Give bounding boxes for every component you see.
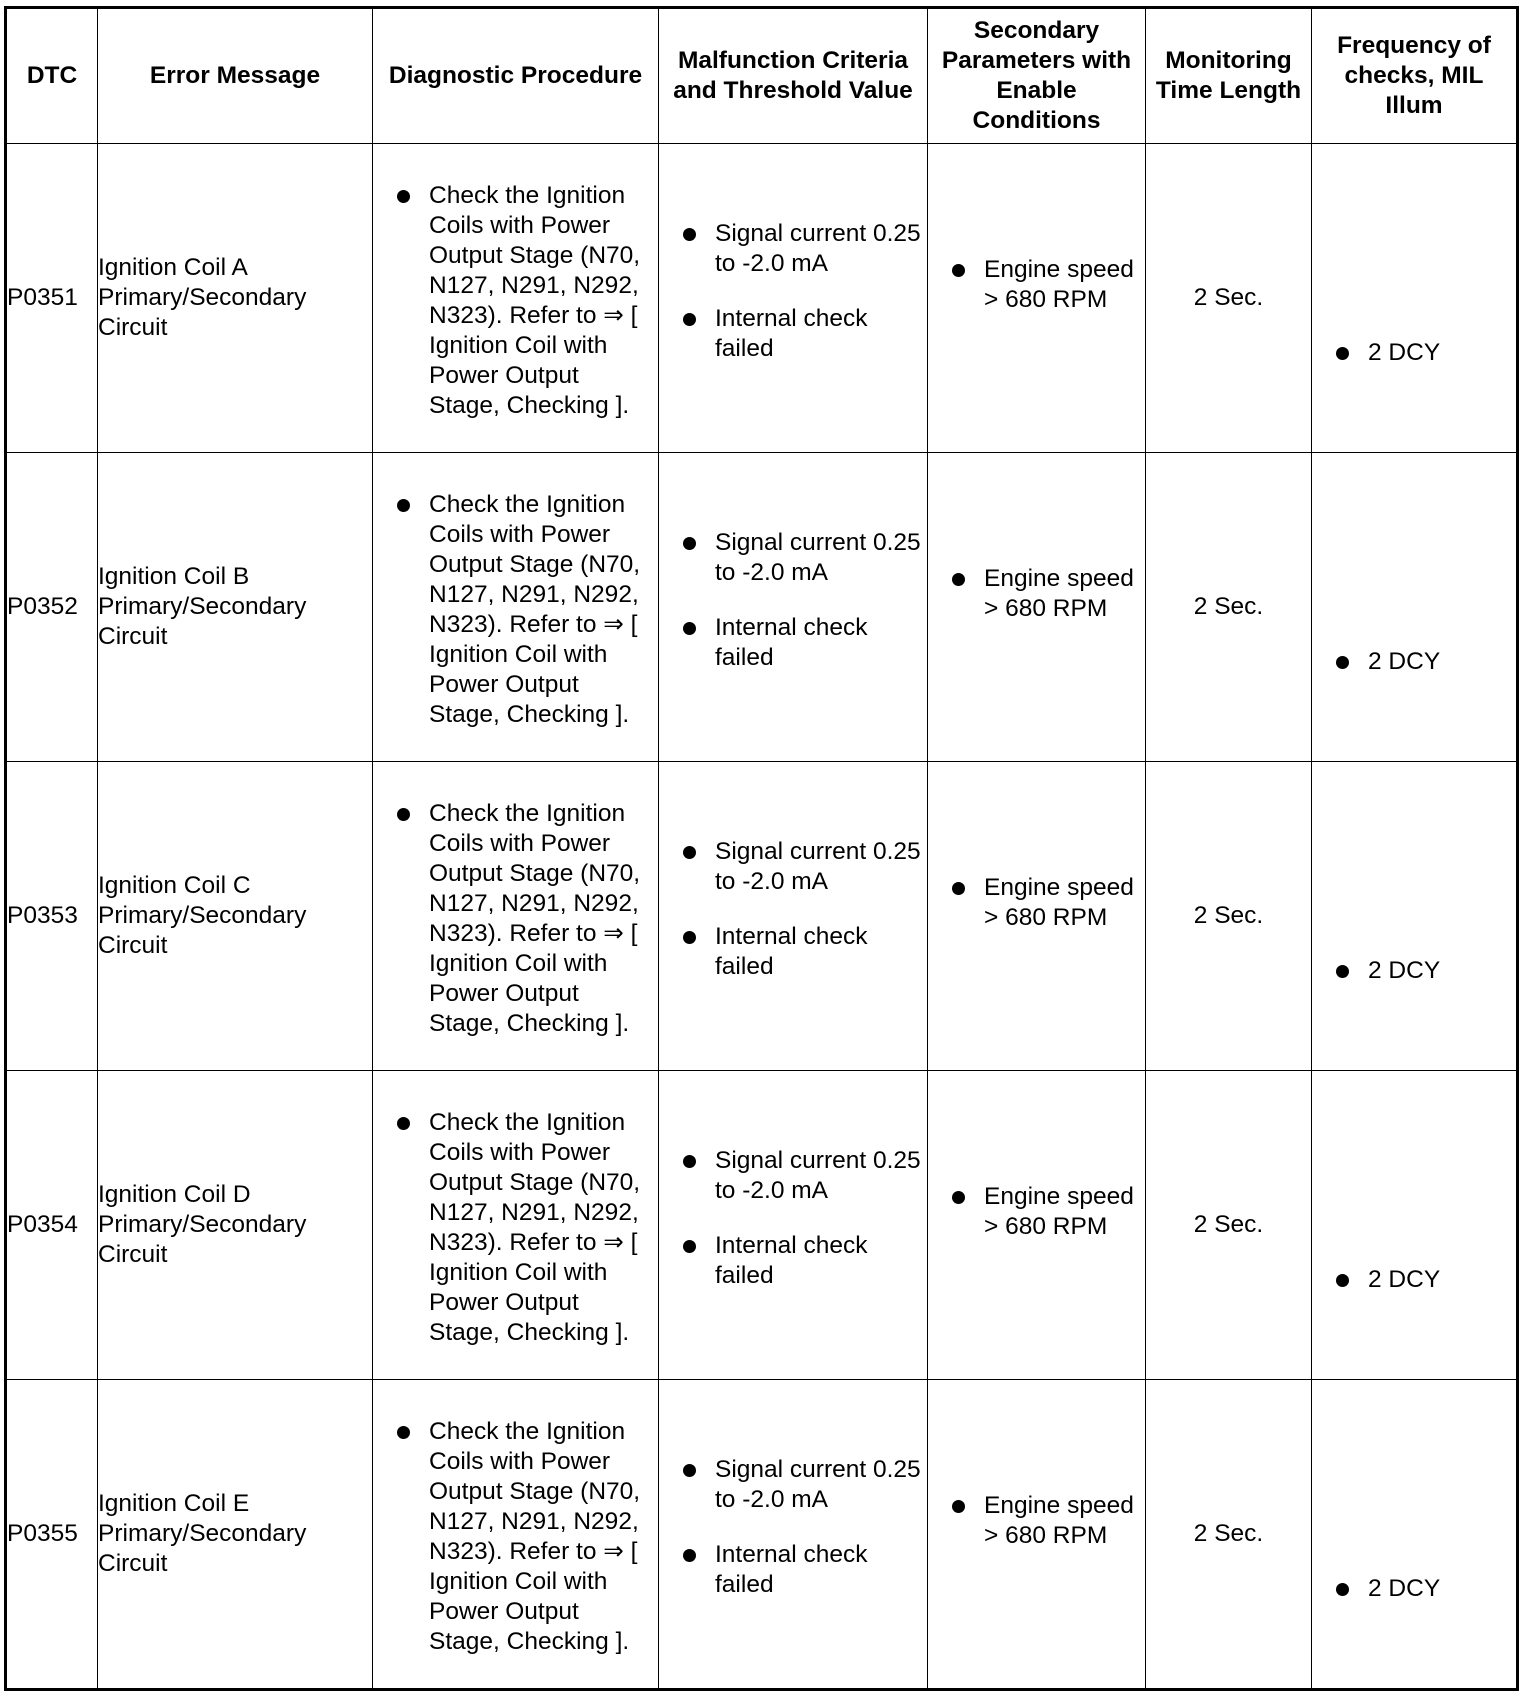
frequency-item: 2 DCY <box>1368 647 1512 677</box>
table-row <box>6 1380 1518 1690</box>
secondary-item: Engine speed > 680 RPM <box>984 255 1141 315</box>
procedure-item: Check the Ignition Coils with Power Output Stage (N70, N127, N291, N292, N323). Refer to ⇒ [ Ignition Coil with Power Output Stage, Checking ]. <box>429 1417 654 1657</box>
malfunction-criteria <box>659 453 928 762</box>
secondary-item: Engine speed > 680 RPM <box>984 1491 1141 1551</box>
malfunction-criteria <box>659 1380 928 1690</box>
secondary-item: Engine speed > 680 RPM <box>984 564 1141 624</box>
criteria-item: Internal check failed <box>715 1540 923 1600</box>
secondary-parameters <box>928 1380 1146 1690</box>
criteria-item: Signal current 0.25 to -2.0 mA <box>715 1146 923 1206</box>
header-frequency: Frequency of checks, MIL Illum <box>1312 8 1518 144</box>
procedure-item: Check the Ignition Coils with Power Output Stage (N70, N127, N291, N292, N323). Refer to ⇒ [ Ignition Coil with Power Output Stage, Checking ]. <box>429 181 654 421</box>
monitoring-time: 2 Sec. <box>1146 762 1312 1071</box>
secondary-item: Engine speed > 680 RPM <box>984 1182 1141 1242</box>
header-malfunction-criteria: Malfunction Criteria and Threshold Value <box>659 8 928 144</box>
criteria-item: Signal current 0.25 to -2.0 mA <box>715 837 923 897</box>
secondary-parameters <box>928 1071 1146 1380</box>
header-secondary-parameters: Secondary Parameters with Enable Conditions <box>928 8 1146 144</box>
diagnostic-procedure <box>373 762 659 1071</box>
frequency <box>1312 1380 1518 1690</box>
diagnostic-procedure <box>373 453 659 762</box>
procedure-item: Check the Ignition Coils with Power Output Stage (N70, N127, N291, N292, N323). Refer to ⇒ [ Ignition Coil with Power Output Stage, Checking ]. <box>429 490 654 730</box>
table-row <box>6 453 1518 762</box>
criteria-item: Internal check failed <box>715 1231 923 1291</box>
procedure-item: Check the Ignition Coils with Power Output Stage (N70, N127, N291, N292, N323). Refer to ⇒ [ Ignition Coil with Power Output Stage, Checking ]. <box>429 1108 654 1348</box>
procedure-item: Check the Ignition Coils with Power Output Stage (N70, N127, N291, N292, N323). Refer to ⇒ [ Ignition Coil with Power Output Stage, Checking ]. <box>429 799 654 1039</box>
secondary-item: Engine speed > 680 RPM <box>984 873 1141 933</box>
diagnostic-procedure <box>373 1071 659 1380</box>
header-monitoring-time: Monitoring Time Length <box>1146 8 1312 144</box>
secondary-parameters <box>928 144 1146 453</box>
frequency <box>1312 144 1518 453</box>
header-dtc: DTC <box>6 8 98 144</box>
malfunction-criteria <box>659 1071 928 1380</box>
diagnostic-procedure <box>373 144 659 453</box>
frequency-item: 2 DCY <box>1368 1574 1512 1604</box>
dtc-code: P0353 <box>6 762 98 1071</box>
frequency-item: 2 DCY <box>1368 1265 1512 1295</box>
frequency <box>1312 453 1518 762</box>
criteria-item: Signal current 0.25 to -2.0 mA <box>715 219 923 279</box>
frequency-item: 2 DCY <box>1368 338 1512 368</box>
dtc-table <box>4 6 1519 1691</box>
header-row <box>6 8 1518 144</box>
criteria-item: Signal current 0.25 to -2.0 mA <box>715 528 923 588</box>
dtc-code: P0351 <box>6 144 98 453</box>
secondary-parameters <box>928 762 1146 1071</box>
malfunction-criteria <box>659 144 928 453</box>
diagnostic-procedure <box>373 1380 659 1690</box>
monitoring-time: 2 Sec. <box>1146 453 1312 762</box>
error-message: Ignition Coil B Primary/Secondary Circuit <box>98 453 373 762</box>
table-row <box>6 144 1518 453</box>
frequency-item: 2 DCY <box>1368 956 1512 986</box>
dtc-code: P0355 <box>6 1380 98 1690</box>
monitoring-time: 2 Sec. <box>1146 1071 1312 1380</box>
dtc-code: P0354 <box>6 1071 98 1380</box>
table-row <box>6 1071 1518 1380</box>
error-message: Ignition Coil C Primary/Secondary Circuit <box>98 762 373 1071</box>
monitoring-time: 2 Sec. <box>1146 144 1312 453</box>
criteria-item: Internal check failed <box>715 613 923 673</box>
criteria-item: Signal current 0.25 to -2.0 mA <box>715 1455 923 1515</box>
malfunction-criteria <box>659 762 928 1071</box>
secondary-parameters <box>928 453 1146 762</box>
frequency <box>1312 762 1518 1071</box>
dtc-code: P0352 <box>6 453 98 762</box>
criteria-item: Internal check failed <box>715 922 923 982</box>
criteria-item: Internal check failed <box>715 304 923 364</box>
header-diagnostic-procedure: Diagnostic Procedure <box>373 8 659 144</box>
error-message: Ignition Coil E Primary/Secondary Circuit <box>98 1380 373 1690</box>
monitoring-time: 2 Sec. <box>1146 1380 1312 1690</box>
table-row <box>6 762 1518 1071</box>
frequency <box>1312 1071 1518 1380</box>
error-message: Ignition Coil D Primary/Secondary Circuit <box>98 1071 373 1380</box>
header-error-message: Error Message <box>98 8 373 144</box>
error-message: Ignition Coil A Primary/Secondary Circuit <box>98 144 373 453</box>
